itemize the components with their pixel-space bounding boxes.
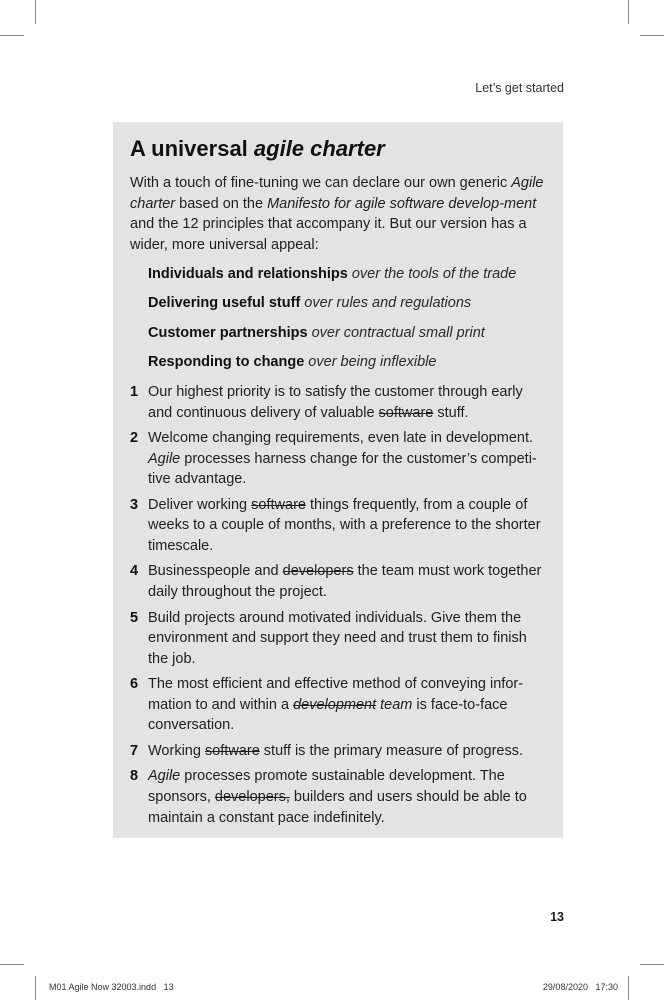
principle-italic: Agile bbox=[148, 450, 181, 467]
value-italic: over being inflexible bbox=[304, 353, 437, 370]
slug-timestamp: 29/08/2020 17:30 bbox=[542, 982, 618, 992]
value-italic: over the tools of the trade bbox=[347, 266, 517, 282]
principle-item-8 bbox=[130, 766, 550, 828]
slug-file-name: M01 Agile Now 32003.indd 13 bbox=[49, 982, 174, 992]
value-item bbox=[148, 352, 548, 381]
intro-italic-1: Agile charter bbox=[130, 175, 544, 212]
principle-item-3 bbox=[130, 495, 550, 557]
principle-number: 1 bbox=[130, 384, 139, 400]
principle-text: The most efficient and effective method of conveying infor-mation to and within a bbox=[148, 676, 524, 713]
crop-mark-bottom-left bbox=[35, 976, 36, 1000]
value-item bbox=[148, 323, 548, 352]
principle-number: 2 bbox=[130, 430, 139, 447]
crop-mark-top-right bbox=[628, 0, 629, 24]
value-bold: Delivering useful stuff bbox=[148, 295, 301, 312]
principle-number: 5 bbox=[130, 609, 139, 626]
intro-text-1: With a touch of fine-tuning we can declare our own generic bbox=[130, 175, 512, 191]
struck-word: software bbox=[251, 496, 306, 513]
struck-word: developers bbox=[282, 563, 354, 580]
struck-word: developers, bbox=[214, 788, 290, 805]
principle-text: Welcome changing requirements, even late in development. bbox=[148, 430, 534, 447]
value-bold: Customer partnerships bbox=[148, 324, 308, 341]
struck-word: development bbox=[293, 696, 377, 713]
intro-text-3: and the 12 principles that accompany it. But our version has a wider, more universal appeal: bbox=[130, 216, 527, 253]
principle-text: processes promote sustainable development. The sponsors, bbox=[148, 768, 505, 805]
crop-mark-bottom-right-h bbox=[640, 964, 664, 965]
principle-item-5 bbox=[130, 608, 550, 670]
principle-text: things frequently, from a couple of weeks to a couple of months, with a preference to the shorter timescale. bbox=[148, 496, 541, 554]
intro-italic-2: Manifesto for agile software develop-ment bbox=[267, 195, 537, 212]
principle-text: Our highest priority is to satisfy the customer through early and continuous delivery of valuable bbox=[148, 384, 523, 421]
struck-word: software bbox=[378, 404, 434, 421]
crop-mark-top-left bbox=[35, 0, 36, 24]
principle-text: Businesspeople and bbox=[148, 563, 283, 580]
principle-number: 3 bbox=[130, 496, 139, 513]
crop-mark-top-right-h bbox=[640, 35, 664, 36]
principle-text: the team must work together daily throughout the project. bbox=[148, 563, 542, 601]
value-italic: over rules and regulations bbox=[300, 295, 472, 312]
crop-mark-bottom-right bbox=[628, 976, 629, 1000]
principle-text: builders and users should be able to maintain a constant pace indefinitely. bbox=[148, 788, 527, 826]
principle-italic: team bbox=[376, 696, 413, 713]
principle-item-6 bbox=[130, 674, 550, 736]
principle-item-4 bbox=[130, 561, 550, 602]
principle-text: Working bbox=[148, 742, 205, 759]
principle-number: 7 bbox=[130, 742, 139, 759]
intro-paragraph bbox=[130, 173, 550, 255]
principle-item-7 bbox=[130, 741, 550, 762]
crop-mark-top-left-h bbox=[0, 35, 24, 36]
value-item bbox=[148, 293, 548, 322]
principle-number: 6 bbox=[130, 676, 139, 693]
principle-number: 4 bbox=[130, 563, 139, 580]
box-title-plain: A universal bbox=[130, 136, 254, 161]
running-head: Let’s get started bbox=[475, 81, 564, 95]
principle-item-1 bbox=[130, 382, 550, 423]
principle-number: 8 bbox=[130, 768, 139, 785]
principle-text: Deliver working bbox=[148, 496, 252, 513]
crop-mark-bottom-left-h bbox=[0, 964, 24, 965]
principle-text: processes harness change for the customer’s competi-tive advantage. bbox=[148, 450, 537, 488]
value-bold: Responding to change bbox=[148, 353, 305, 370]
box-title bbox=[130, 136, 385, 162]
principle-italic: Agile bbox=[148, 768, 181, 785]
principles-list bbox=[130, 382, 550, 833]
value-bold: Individuals and relationships bbox=[148, 266, 348, 282]
struck-word: software bbox=[204, 742, 260, 759]
principle-text: is face-to-face conversation. bbox=[148, 696, 508, 734]
page-number: 13 bbox=[550, 910, 564, 924]
principle-text: Build projects around motivated individuals. Give them the environment and support they need and trust them to finish the job. bbox=[148, 609, 527, 667]
agile-charter-box bbox=[113, 122, 563, 838]
principle-text: stuff is the primary measure of progress. bbox=[259, 742, 524, 759]
principle-item-2 bbox=[130, 428, 550, 490]
intro-text-2: based on the bbox=[175, 195, 268, 212]
principle-text: stuff. bbox=[433, 404, 469, 421]
value-italic: over contractual small print bbox=[307, 324, 485, 341]
value-item bbox=[148, 264, 548, 293]
box-title-italic: agile charter bbox=[253, 136, 385, 161]
values-list bbox=[148, 264, 548, 381]
